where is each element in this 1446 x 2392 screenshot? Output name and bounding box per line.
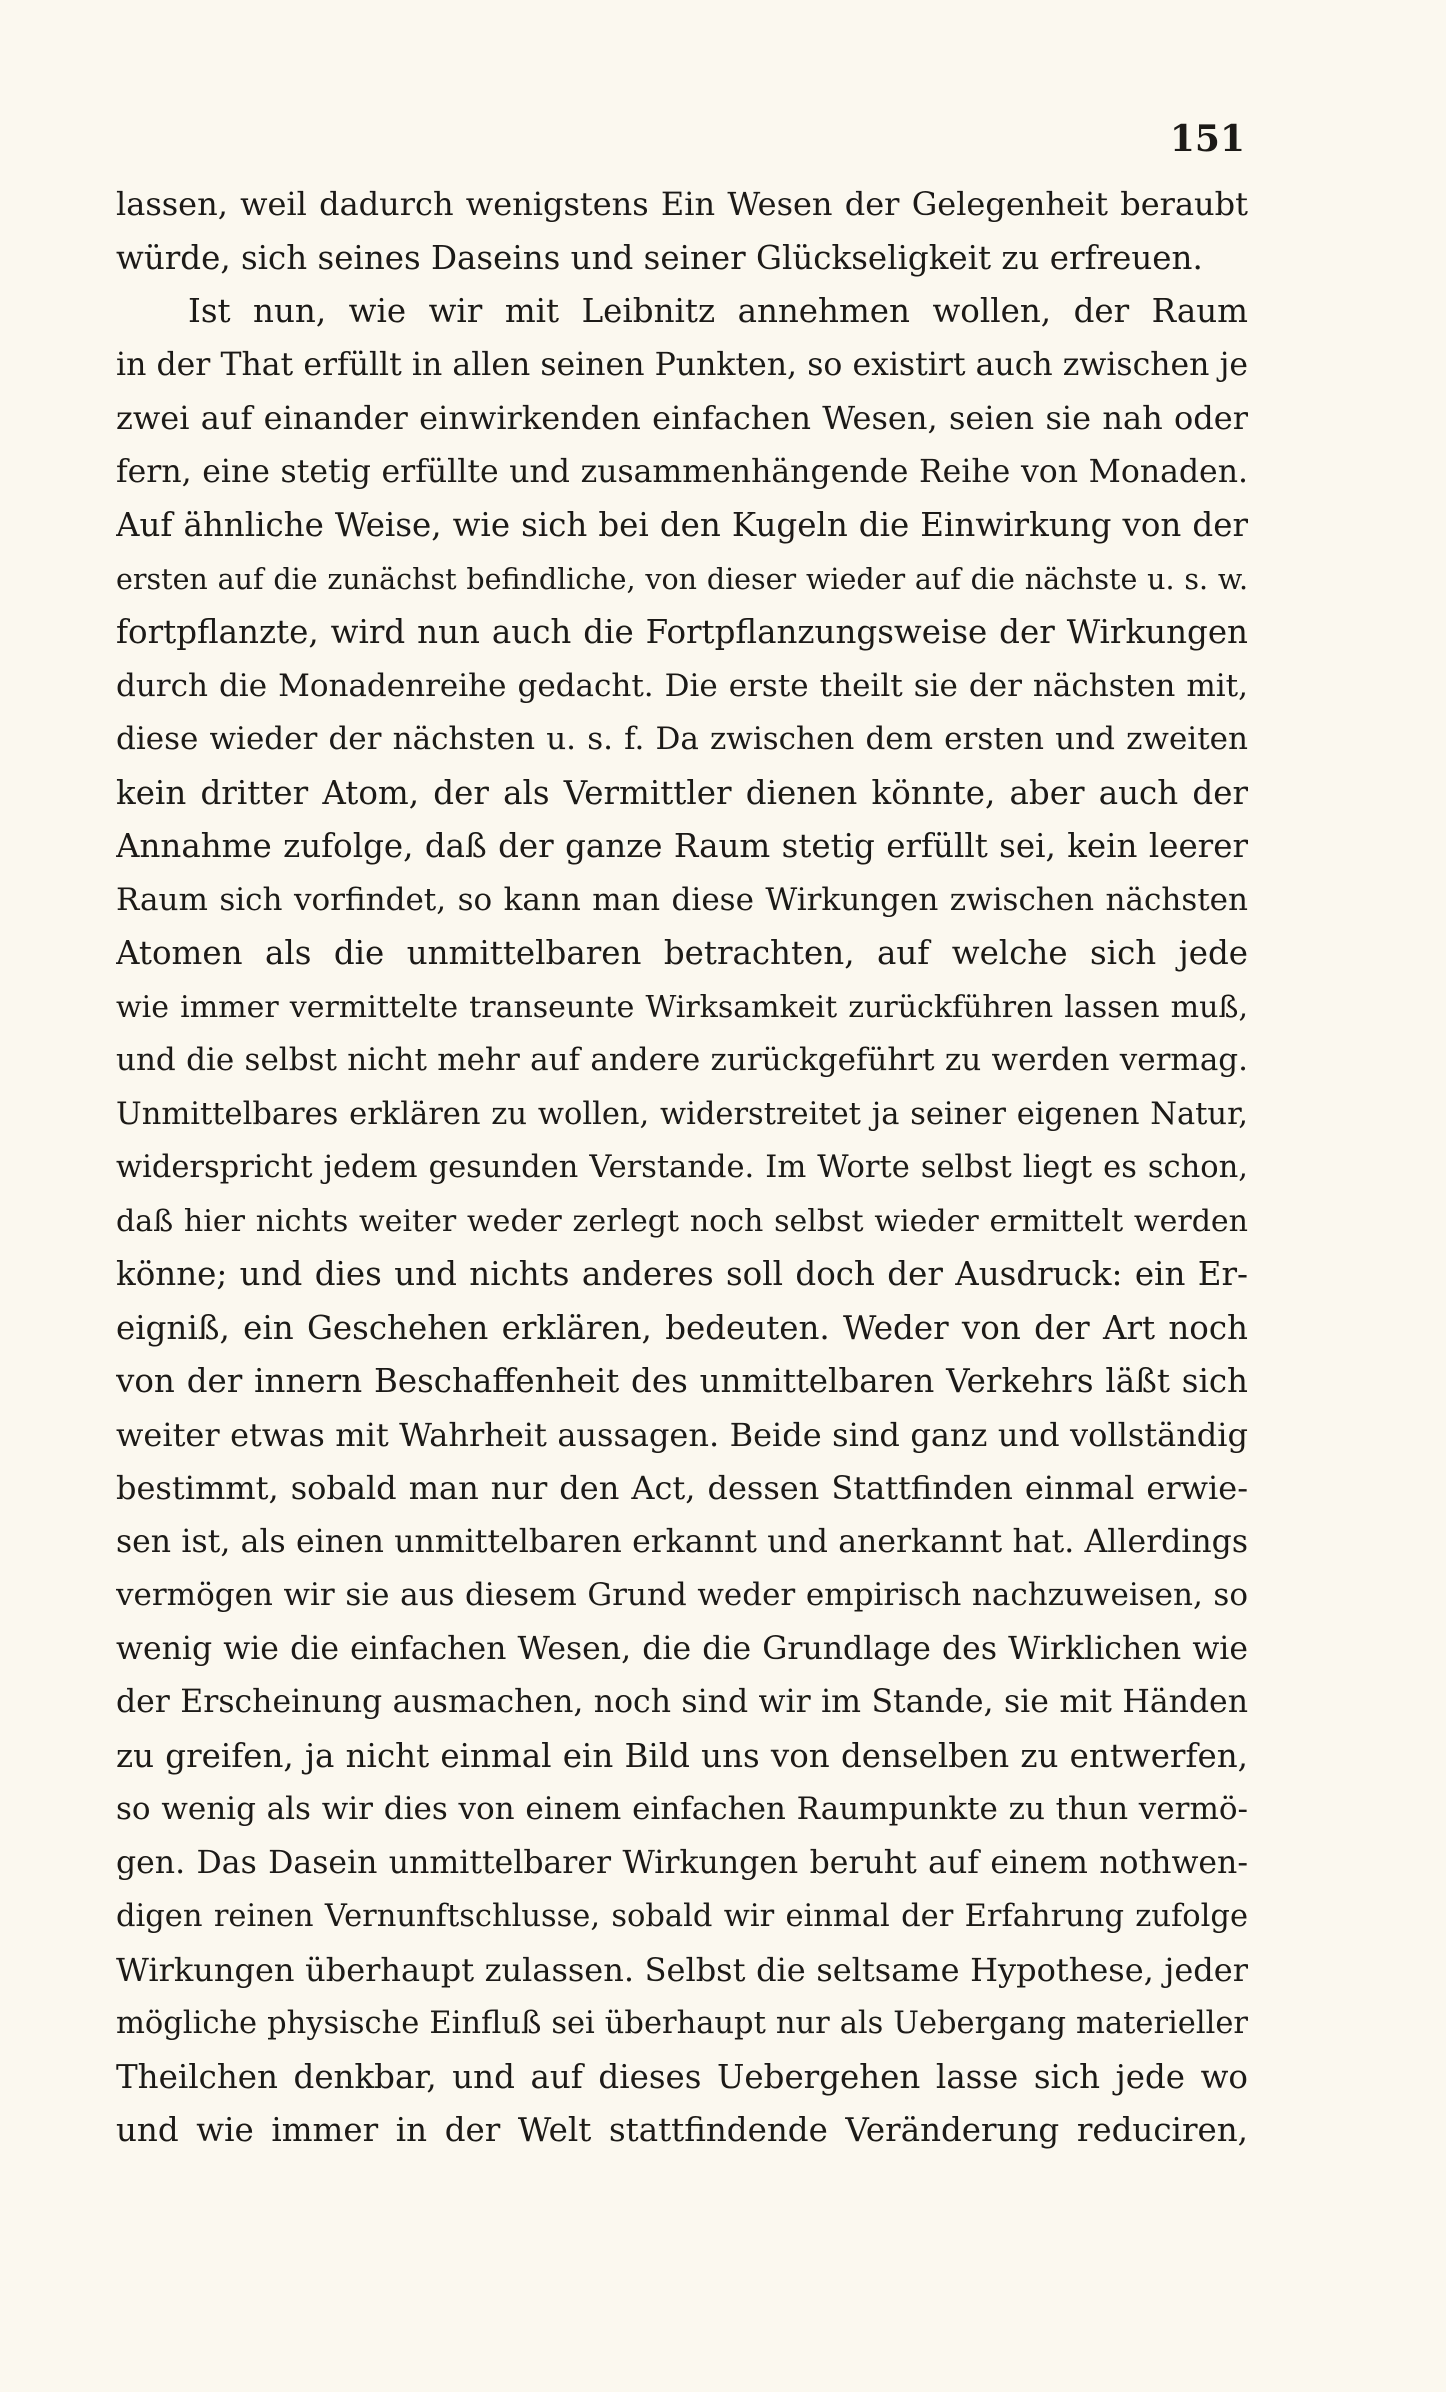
text-line: Auf ähnliche Weise, wie sich bei den Kugeln die Einwirkung von der: [116, 506, 1248, 544]
text-line: eigniß, ein Geschehen erklären, bedeuten. Weder von der Art noch: [116, 1308, 1248, 1347]
text-line: wenig wie die einfachen Wesen, die die Grundlage des Wirklichen wie: [116, 1630, 1248, 1667]
text-line: Raum sich vorfindet, so kann man diese Wirkungen zwischen nächsten: [116, 881, 1248, 918]
body-text: [116, 178, 1248, 2158]
text-line: könne; und dies und nichts anderes soll doch der Ausdruck: ein Er-: [116, 1255, 1248, 1293]
text-line: lassen, weil dadurch wenigstens Ein Wesen der Gelegenheit beraubt: [116, 185, 1248, 223]
text-line: so wenig als wir dies von einem einfachen Raumpunkte zu thun vermö-: [116, 1791, 1248, 1827]
text-line: Wirkungen überhaupt zulassen. Selbst die seltsame Hypothese, jeder: [116, 1950, 1248, 1989]
page-number: 151: [1169, 118, 1245, 160]
text-line: daß hier nichts weiter weder zerlegt noch selbst wieder ermittelt werden: [116, 1203, 1248, 1239]
text-line: ersten auf die zunächst befindliche, von dieser wieder auf die nächste u. s. w.: [116, 562, 1248, 596]
text-line: gen. Das Dasein unmittelbarer Wirkungen beruht auf einem nothwen-: [116, 1844, 1248, 1881]
text-line: wie immer vermittelte transeunte Wirksamkeit zurückführen lassen muß,: [116, 989, 1248, 1025]
text-line: fortpflanzte, wird nun auch die Fortpflanzungsweise der Wirkungen: [116, 613, 1248, 651]
text-line: Atomen als die unmittelbaren betrachten, auf welche sich jede: [116, 934, 1248, 972]
text-line: zu greifen, ja nicht einmal ein Bild uns von denselben zu entwerfen,: [116, 1736, 1248, 1775]
text-line: zwei auf einander einwirkenden einfachen Wesen, seien sie nah oder: [116, 399, 1248, 437]
text-line: kein dritter Atom, der als Vermittler dienen könnte, aber auch der: [116, 773, 1248, 812]
text-line: digen reinen Vernunftschlusse, sobald wir einmal der Erfahrung zufolge: [116, 1899, 1248, 1934]
text-line: vermögen wir sie aus diesem Grund weder empirisch nachzuweisen, so: [116, 1577, 1248, 1613]
text-line: würde, sich seines Daseins und seiner Glückseligkeit zu erfreuen.: [116, 238, 1203, 277]
text-line: der Erscheinung ausmachen, noch sind wir im Stande, sie mit Händen: [116, 1684, 1248, 1720]
text-line: und wie immer in der Welt stattfindende Veränderung reduciren,: [116, 2111, 1248, 2149]
text-line: Ist nun, wie wir mit Leibnitz annehmen wollen, der Raum: [188, 292, 1248, 330]
text-line: fern, eine stetig erfüllte und zusammenhängende Reihe von Monaden.: [116, 453, 1248, 490]
text-line: Annahme zufolge, daß der ganze Raum stetig erfüllt sei, kein leerer: [116, 827, 1248, 865]
text-line: diese wieder der nächsten u. s. f. Da zwischen dem ersten und zweiten: [116, 721, 1248, 757]
text-line: und die selbst nicht mehr auf andere zurückgeführt zu werden vermag.: [116, 1042, 1248, 1078]
text-line: Theilchen denkbar, und auf dieses Uebergehen lasse sich jede wo: [116, 2057, 1248, 2096]
text-line: widerspricht jedem gesunden Verstande. Im Worte selbst liegt es schon,: [116, 1150, 1248, 1185]
text-line: weiter etwas mit Wahrheit aussagen. Beide sind ganz und vollständig: [116, 1415, 1248, 1454]
text-line: bestimmt, sobald man nur den Act, dessen Stattfinden einmal erwie-: [116, 1469, 1248, 1507]
text-line: durch die Monadenreihe gedacht. Die erste theilt sie der nächsten mit,: [116, 667, 1248, 704]
text-line: sen ist, als einen unmittelbaren erkannt und anerkannt hat. Allerdings: [116, 1523, 1248, 1560]
text-line: in der That erfüllt in allen seinen Punkten, so existirt auch zwischen je: [116, 346, 1248, 383]
text-line: Unmittelbares erklären zu wollen, widerstreitet ja seiner eigenen Natur,: [116, 1096, 1248, 1132]
text-line: von der innern Beschaffenheit des unmittelbaren Verkehrs läßt sich: [116, 1362, 1248, 1400]
text-line: mögliche physische Einfluß sei überhaupt nur als Uebergang materieller: [116, 2006, 1248, 2041]
